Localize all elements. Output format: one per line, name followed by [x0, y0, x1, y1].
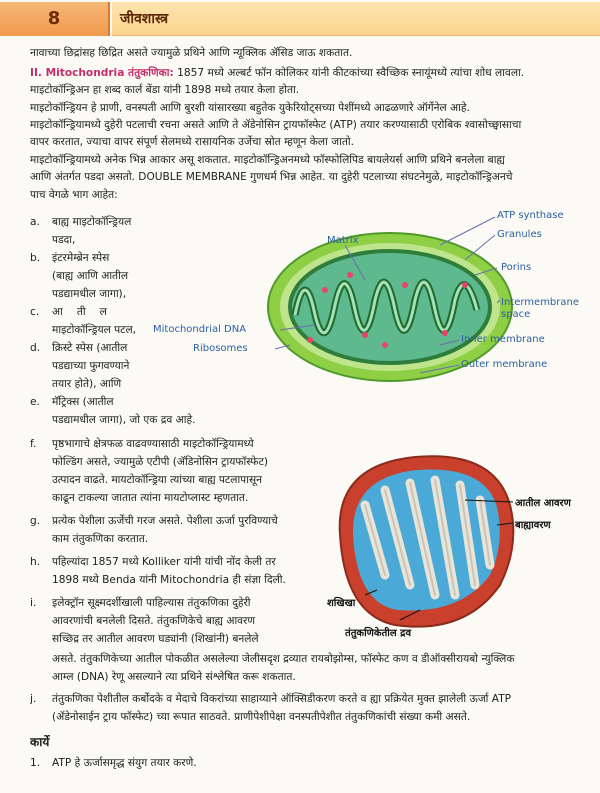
list-item-e-cont: पडद्यामधील जागा), जो एक द्रव आहे.	[52, 414, 196, 426]
subject-title: जीवशास्त्र	[112, 2, 600, 36]
text-line: पाच वेगळे भाग आहेत:	[30, 189, 118, 201]
label-inner-cover: आतील आवरण	[515, 498, 571, 509]
function-item-1: 1. ATP हे ऊर्जासमृद्ध संयुग तयार करणे.	[30, 757, 197, 769]
list-item-h-cont: 1898 मध्ये Benda यांनी Mitochondria ही संज्ञा दिली.	[52, 574, 286, 586]
list-item-f-cont: काढून टाकल्या जातात त्यांना मायटोप्लास्ट म्हणतात.	[52, 492, 249, 504]
list-item-c-cont: माइटोकॉन्ड्रियल पटल,	[52, 324, 137, 336]
list-item-b-cont: पडद्यामधील जागा),	[52, 288, 127, 300]
text-line: आणि अंतर्गत पडदा असतो. DOUBLE MEMBRANE गुणधर्म भिन्न आहेत. या दुहेरी पटलाच्या संघटनेमुळे, माइटोकॉन्ड्रिअनचे	[30, 171, 513, 183]
label-inner-membrane: Inner membrane	[461, 334, 545, 345]
list-item-b-cont: (बाह्य आणि आतील	[52, 270, 129, 282]
list-item-h: h. पहिल्यांदा 1857 मध्ये Kolliker यांनी यांची नोंद केली तर	[30, 556, 276, 568]
list-item-i: i. इलेक्ट्रॉन सूक्ष्मदर्शीखाली पाहिल्यास तंतुकणिका दुहेरी	[30, 597, 251, 609]
list-item-a-cont: पडदा,	[52, 234, 76, 246]
label-crista: शखिखा	[327, 598, 356, 609]
text-line: माइटोकॉन्ड्रिअन हा शब्द कार्ल बेंडा यांनी 1898 मध्ये तयार केला होता.	[30, 84, 300, 96]
list-item-j-cont: (ॲडेनोसाईन ट्राय फॉस्फेट) च्या रूपात साठवते. प्राणीपेशीपेक्षा वनस्पतीपेशीत तंतुकणिकांची संख्या कमी असते.	[52, 711, 471, 723]
text-line: माइटोकॉन्ड्रियामध्ये अनेक भिन्न आकार असू शकतात. माइटोकॉन्ड्रिअनमध्ये फॉस्फोलिपिड बायलेयर्स आणि प्रथिने बनलेला बाह्य	[30, 154, 505, 166]
functions-heading: कार्ये	[30, 735, 50, 749]
list-item-b: b. इंटरमेम्ब्रेन स्पेस	[30, 252, 110, 264]
label-matrix-fluid: तंतुकणिकेतील द्रव	[345, 628, 412, 639]
label-porins: Porins	[501, 262, 532, 273]
list-item-e: e. मॅट्रिक्स (आतील	[30, 396, 114, 408]
section-line	[30, 66, 586, 80]
label-mitochondrial-dna: Mitochondrial DNA	[153, 324, 247, 335]
label-intermembrane-space: space	[501, 309, 531, 320]
label-intermembrane: Intermembrane	[501, 297, 580, 308]
section-text: 1857 मध्ये अल्बर्ट फॉन कोलिकर यांनी कीटकांच्या स्वैच्छिक स्नायूंमध्ये त्यांचा शोध लावला.	[173, 67, 525, 79]
list-item-a: a. बाह्य माइटोकॉन्ड्रियल	[30, 216, 132, 228]
list-item-f-cont: फोल्डिंग असते, ज्यामुळे एटीपी (ॲडिनोसिन ट्रायफॉस्फेट)	[52, 456, 269, 468]
list-item-g-cont: काम तंतुकणिका करतात.	[52, 533, 149, 545]
text-line: नावाच्या छिद्रांसह छिद्रित असते ज्यामुळे प्रथिने आणि न्यूक्लिक ॲसिड जाऊ शकतात.	[30, 47, 353, 59]
list-item-d-cont: पडद्याच्या फुगवण्याने	[52, 360, 130, 372]
list-item-i-cont: आम्ल (DNA) रेणू असल्याने त्या प्रथिने संश्लेषित करू शकतात.	[52, 671, 296, 683]
mitochondrion-section-illustration	[325, 445, 600, 645]
list-item-i-cont: सच्छिद्र तर आतील आवरण घड्यांनी (शिखांनी) बनलेले	[52, 633, 259, 645]
list-item-f-cont: उत्पादन वाढते. मायटोकॉन्ड्रिया त्यांच्या बाह्य पटलापासून	[52, 474, 262, 486]
label-granules: Granules	[497, 229, 542, 240]
label-ribosomes: Ribosomes	[193, 343, 248, 354]
text-line: माइटोकॉन्ड्रियन हे प्राणी, वनस्पती आणि बुरशी यांसारख्या बहुतेक युकेरियोट्सच्या पेशींमध्ये आढळणारे ऑर्गेनेल आहे.	[30, 102, 470, 114]
mitochondrion-diagram	[153, 205, 600, 405]
section-heading: II. Mitochondria तंतुकणिका:	[30, 67, 174, 79]
list-item-j: j. तंतुकणिका पेशीतील कर्बोदके व मेदाचे विकरांच्या साहाय्याने ऑक्सिडीकरण करते व ह्या प्रक्रियेत मुक्त झालेली ऊर्जा ATP	[30, 693, 512, 705]
page-header	[0, 0, 600, 40]
list-item-i-cont: असते. तंतुकणिकेच्या आतील पोकळीत असलेल्या जेलीसदृश द्रव्यात रायबोझोम्स, फॉस्फेट कण व डीऑक्सीरायबो न्युक्लिक	[52, 653, 515, 665]
list-item-f: f. पृष्ठभागाचे क्षेत्रफळ वाढवण्यासाठी माइटोकॉन्ड्रियामध्ये	[30, 438, 254, 450]
list-item-i-cont: आवरणांची बनलेली दिसते. तंतुकणिकेचे बाह्य आवरण	[52, 615, 256, 627]
mitochondrion-section-diagram	[325, 445, 600, 645]
page-number: 8	[0, 2, 110, 36]
label-matrix: Matrix	[327, 235, 359, 246]
label-outer-cover: बाह्यावरण	[515, 520, 551, 531]
list-item-g: g. प्रत्येक पेशीला ऊर्जेची गरज असते. पेशीला ऊर्जा पुरविण्याचे	[30, 515, 278, 527]
list-item-d: d. क्रिस्टे स्पेस (आतील	[30, 342, 128, 354]
text-line: माइटोकॉन्ड्रियामध्ये दुहेरी पटलाची रचना असते आणि ते ॲडेनोसिन ट्रायफॉस्फेट (ATP) तयार करण्यासाठी एरोबिक श्वासोच्छ्वासाचा	[30, 119, 522, 131]
label-atp-synthase: ATP synthase	[497, 210, 564, 221]
list-item-d-cont: तयार होते), आणि	[52, 378, 122, 390]
label-outer-membrane: Outer membrane	[461, 359, 548, 370]
text-line: वापर करतात, ज्याचा वापर संपूर्ण सेलमध्ये रासायनिक उर्जेचा स्रोत म्हणून केला जातो.	[30, 136, 354, 148]
list-item-c: c. आतील	[30, 306, 121, 318]
